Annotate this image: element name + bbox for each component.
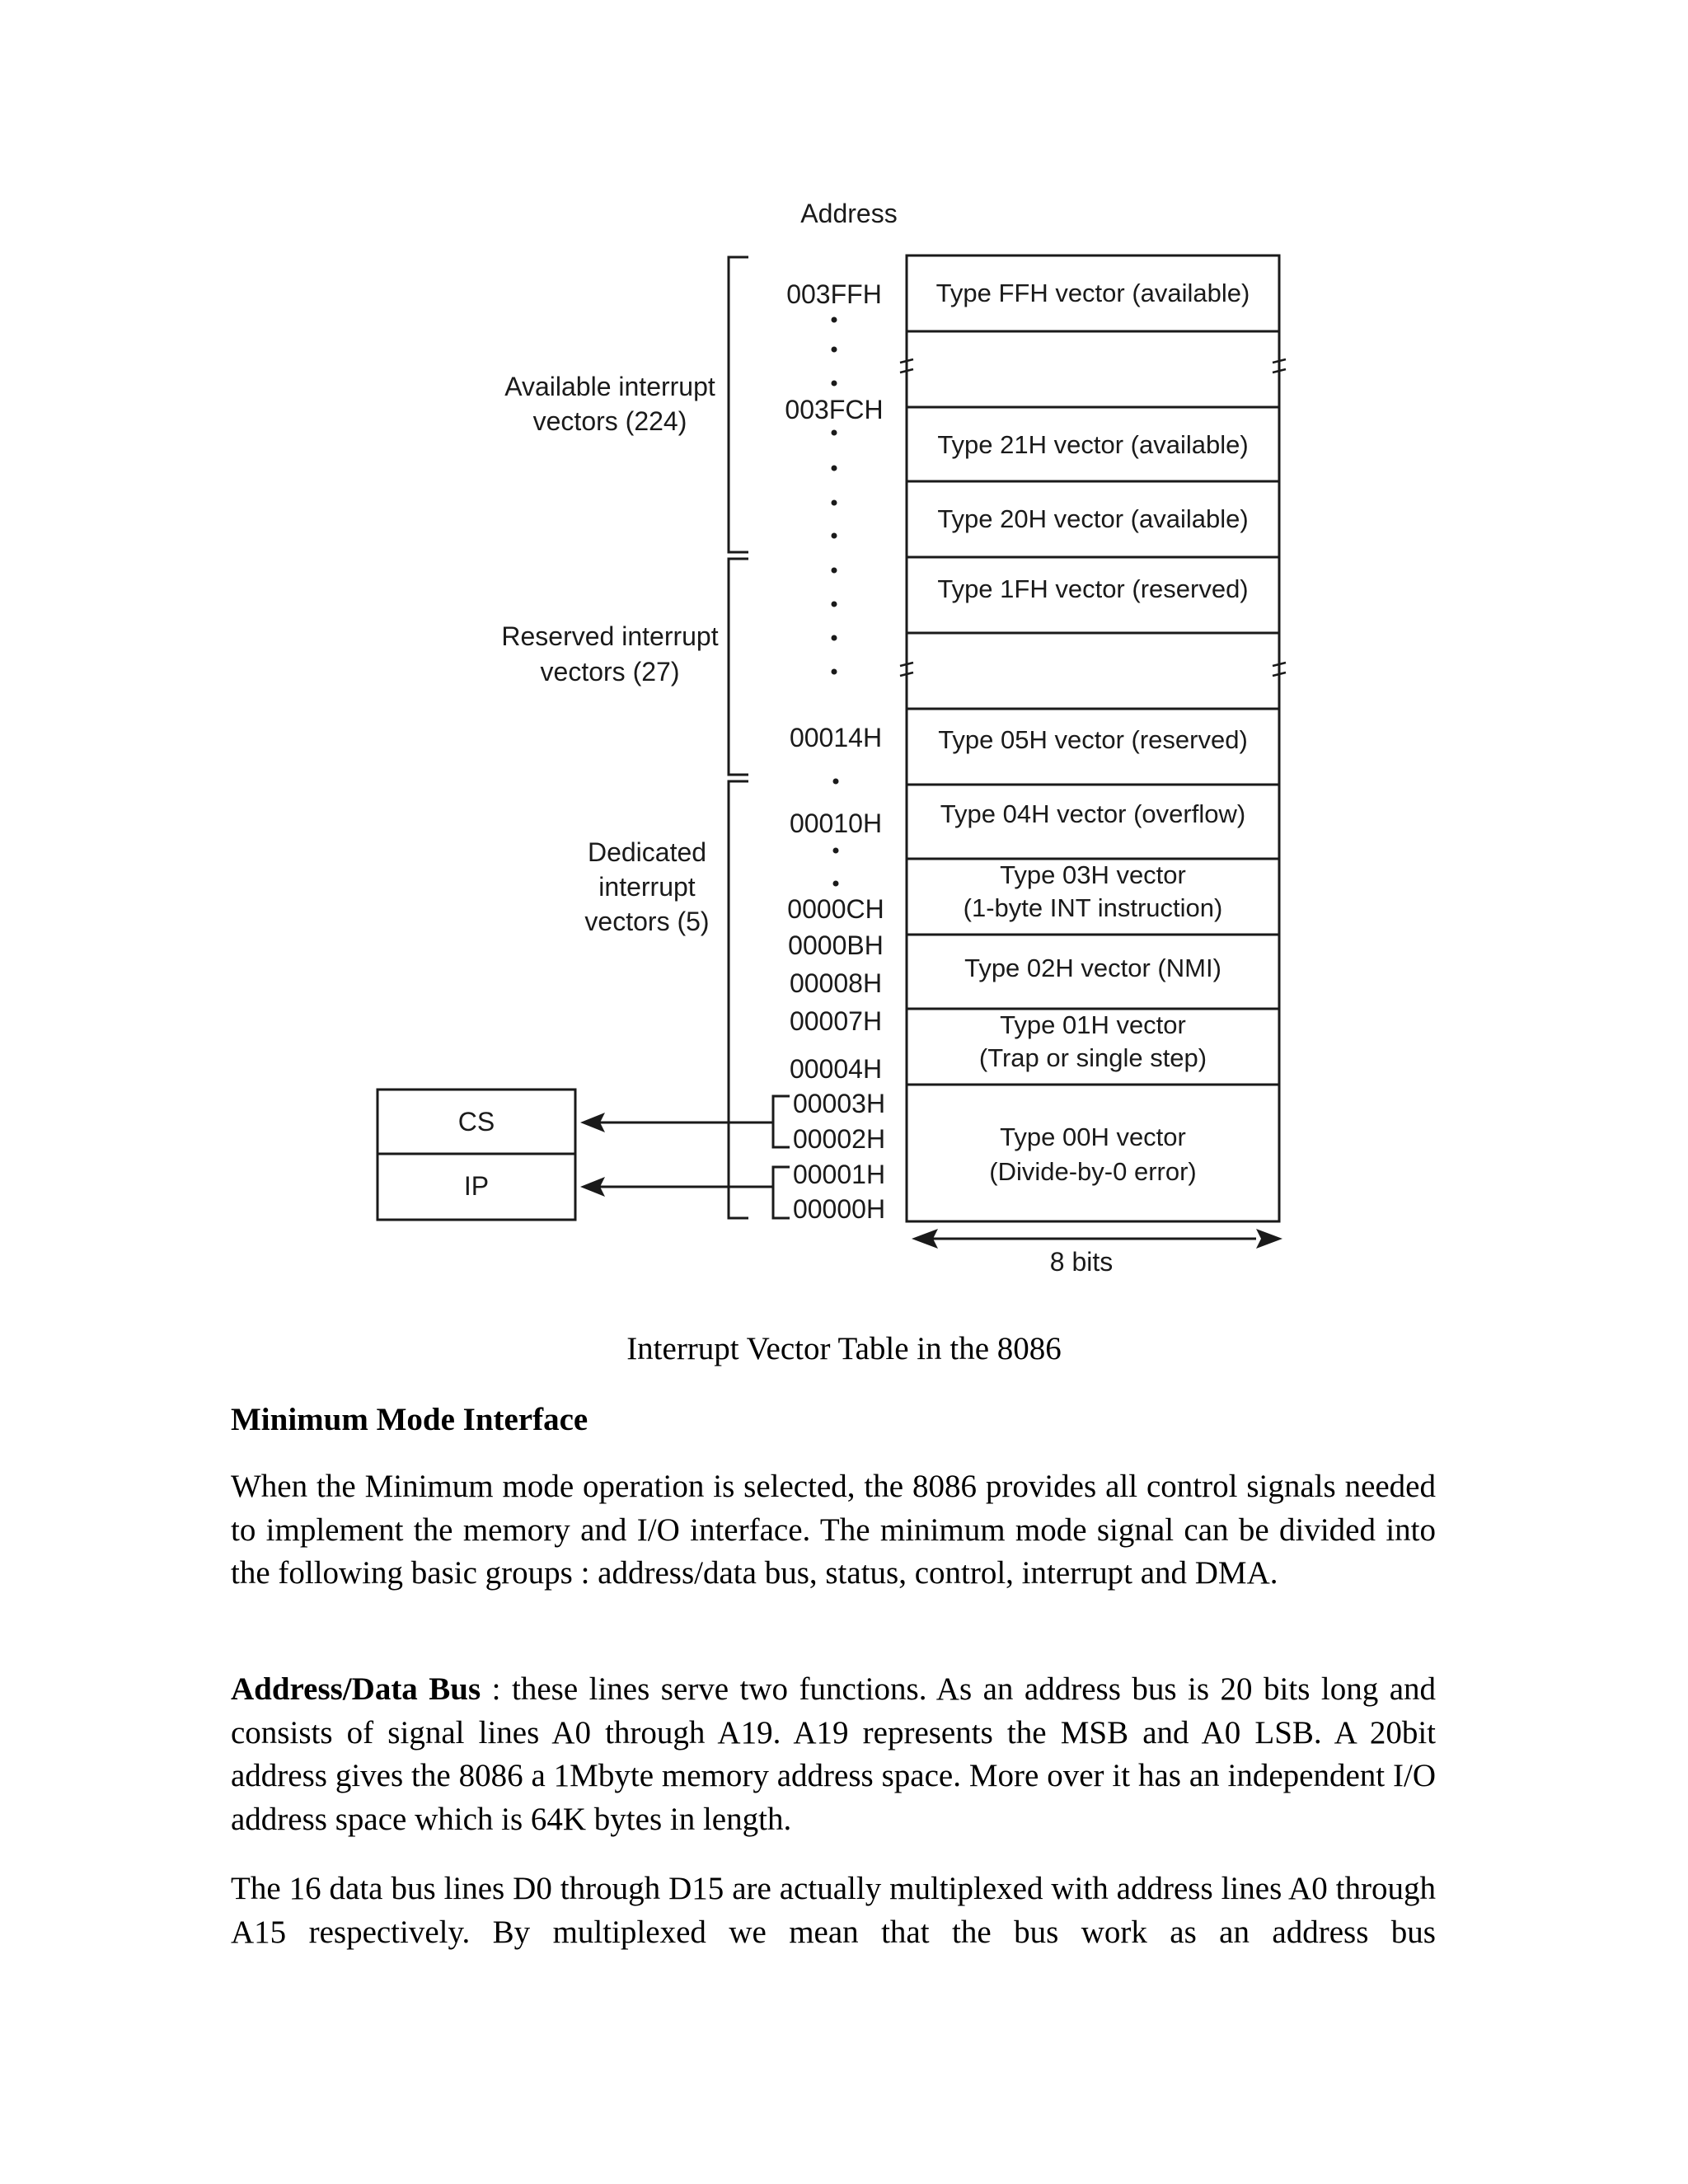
address-label: 00002H (792, 1124, 886, 1154)
reserved-bracket (729, 559, 748, 775)
vector-text-type-02h: Type 02H vector (NMI) (964, 954, 1221, 982)
dedicated-label-line3: vectors (5) (584, 907, 710, 936)
figure-caption: Interrupt Vector Table in the 8086 (626, 1331, 1062, 1366)
vector-text-type-05h: Type 05H vector (reserved) (938, 725, 1248, 754)
address-label: 00008H (789, 968, 883, 998)
cs-register-label: CS (457, 1107, 495, 1137)
available-group-label (504, 372, 715, 436)
vector-text-type-ffh: Type FFH vector (available) (935, 279, 1250, 307)
address-label: 003FCH (785, 395, 884, 424)
dedicated-label-line1: Dedicated (587, 837, 707, 867)
address-label: 00004H (789, 1054, 883, 1084)
ip-arrow (580, 1177, 773, 1197)
address-label: 003FFH (786, 279, 882, 309)
available-label-line2: vectors (224) (532, 406, 687, 436)
address-label: 00010H (789, 808, 883, 838)
vector-text-type-03h-line2: (1-byte INT instruction) (963, 893, 1223, 922)
vector-text-type-00h-line2: (Divide-by-0 error) (989, 1157, 1197, 1186)
paragraph-address-data-bus-text: : these lines serve two functions. As an address bus is 20 bits long and consists of signal lines A0 through A19. A19 represents the MSB and A0 LSB. A 20bit address gives the 8086 a 1Mbyte memory address space. More over it has an independent I/O address space which is 64K bytes in length. (231, 1671, 1437, 1837)
available-label-line1: Available interrupt (504, 372, 715, 401)
address-label: 0000BH (788, 930, 884, 960)
vector-cell-gap (907, 331, 1279, 407)
address-label: 00007H (789, 1006, 883, 1036)
vector-text-type-04h: Type 04H vector (overflow) (940, 799, 1246, 828)
reserved-label-line1: Reserved interrupt (501, 621, 719, 651)
vector-text-type-1fh: Type 1FH vector (reserved) (937, 574, 1249, 603)
address-label: 00001H (792, 1160, 886, 1189)
cs-address-bracket (773, 1096, 790, 1147)
term-address-data-bus: Address/Data Bus (231, 1671, 481, 1707)
dedicated-bracket (729, 781, 748, 1218)
address-label: 00003H (792, 1089, 886, 1118)
dedicated-label-line2: interrupt (598, 872, 696, 902)
vector-text-type-21h: Type 21H vector (available) (937, 430, 1249, 459)
width-dimension-arrow (912, 1229, 1282, 1249)
width-label: 8 bits (1049, 1247, 1114, 1277)
dedicated-group-label (584, 837, 709, 936)
cs-arrow (580, 1113, 773, 1132)
ip-address-bracket (773, 1167, 790, 1218)
address-label: 0000CH (787, 894, 884, 924)
vector-text-type-00h-line1: Type 00H vector (1000, 1122, 1186, 1151)
section-heading: Minimum Mode Interface (231, 1402, 588, 1437)
paragraph-minimum-mode: When the Minimum mode operation is selected, the 8086 provides all control signals needed to implement the memory and I/O interface. The minimum mode signal can be divided into the following basic groups : address/data bus, status, control, interrupt and DMA. (231, 1469, 1436, 1591)
address-label: 00000H (792, 1194, 886, 1224)
reserved-label-line2: vectors (27) (540, 657, 680, 687)
address-header: Address (800, 199, 898, 228)
paragraph-data-bus-lines: The 16 data bus lines D0 through D15 are actually multiplexed with address lines A0 through A15 respectively. By multiplexed we mean that the bus work as an address bus (231, 1871, 1436, 1950)
vector-text-type-01h-line1: Type 01H vector (1000, 1010, 1186, 1039)
vector-cell-gap (907, 633, 1279, 709)
available-bracket (729, 257, 748, 552)
address-label: 00014H (789, 723, 883, 752)
ip-register-label: IP (463, 1171, 490, 1201)
reserved-group-label (501, 621, 718, 687)
paragraph-address-data-bus (231, 1668, 1436, 1841)
vector-text-type-01h-line2: (Trap or single step) (978, 1043, 1207, 1072)
vector-text-type-20h: Type 20H vector (available) (937, 504, 1249, 533)
vector-cell-type-00h (907, 1085, 1279, 1221)
vector-text-type-03h-line1: Type 03H vector (1000, 860, 1186, 889)
